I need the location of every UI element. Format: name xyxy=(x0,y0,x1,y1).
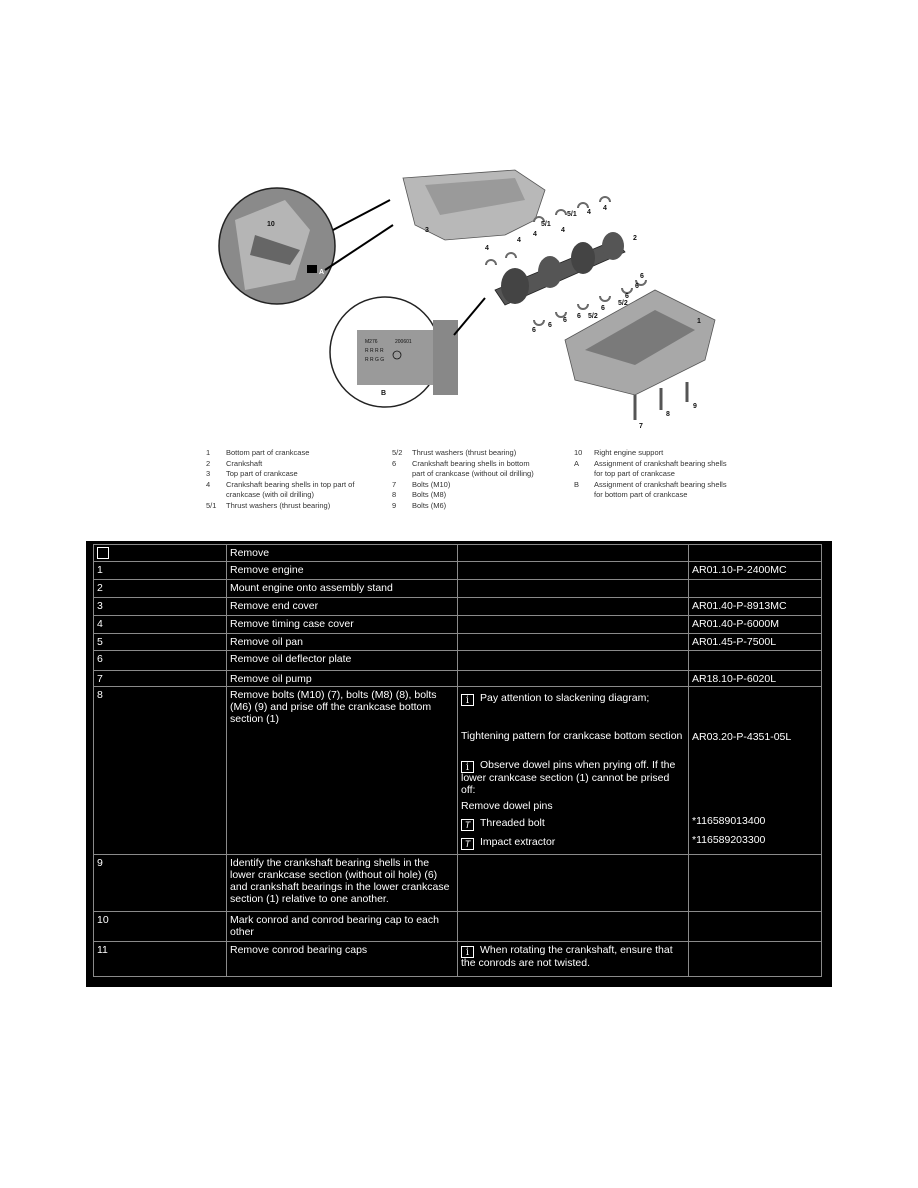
callout-label: 4 xyxy=(561,227,565,234)
note-text: When rotating the crankshaft, ensure that the conrods are not twisted. xyxy=(461,944,673,969)
info-note xyxy=(461,945,685,970)
callout-label: 6 xyxy=(532,327,536,334)
step-number: 11 xyxy=(93,942,226,977)
table-row xyxy=(93,562,821,580)
step-action: Remove timing case cover xyxy=(226,616,457,634)
detail-b-row1: R R R R xyxy=(365,348,384,354)
legend-num: 5/2 xyxy=(392,448,403,457)
tool-icon: T xyxy=(461,819,474,831)
legend-item xyxy=(392,490,572,501)
step-action: Mount engine onto assembly stand xyxy=(226,580,457,598)
step-reference[interactable]: AR01.45-P-7500L xyxy=(688,634,822,651)
legend-item xyxy=(392,459,572,480)
info-icon: i xyxy=(461,946,474,958)
header-notes-cell xyxy=(457,544,688,562)
step-notes xyxy=(457,687,688,855)
legend-num: A xyxy=(574,458,580,468)
legend-text: Bolts (M6) xyxy=(412,500,447,510)
tool-icon: T xyxy=(461,838,474,850)
legend-num: 8 xyxy=(392,490,397,499)
legend-text: Thrust washers (thrust bearing) xyxy=(412,448,517,457)
tool-reference[interactable]: *116589203300 xyxy=(692,834,766,846)
tightening-note: Tightening pattern for crankcase bottom section xyxy=(461,730,683,742)
step-reference xyxy=(688,687,822,855)
legend-item xyxy=(574,448,746,459)
legend-num: 3 xyxy=(206,469,211,478)
legend-text: Top part of crankcase xyxy=(226,469,298,478)
callout-label: A xyxy=(319,269,325,276)
legend-item xyxy=(574,480,746,501)
step-action: Remove end cover xyxy=(226,598,457,616)
tool-name: Threaded bolt xyxy=(480,817,545,829)
step-number: 3 xyxy=(93,598,226,616)
legend-num: 10 xyxy=(574,448,583,457)
callout-label: 6 xyxy=(577,313,581,320)
callout-label: 2 xyxy=(633,235,637,242)
callout-label: B xyxy=(381,390,387,397)
legend-num: B xyxy=(574,479,580,489)
crankshaft xyxy=(495,232,625,305)
legend-text: Right engine support xyxy=(594,448,664,457)
step-reference[interactable] xyxy=(688,912,822,942)
callout-label: 6 xyxy=(625,293,629,300)
detail-b-date: 200601 xyxy=(395,339,412,345)
step-action: Remove bolts (M10) (7), bolts (M8) (8), bolts (M6) (9) and prise off the crankcase bottom section (1) xyxy=(226,687,457,855)
callout-label: 8 xyxy=(666,411,670,418)
legend-item xyxy=(206,459,396,470)
legend-num: 6 xyxy=(392,458,397,468)
step-reference[interactable] xyxy=(688,942,822,977)
table-header-row xyxy=(93,544,821,562)
header-action-cell: Remove xyxy=(226,544,457,562)
tightening-reference[interactable]: AR03.20-P-4351-05L xyxy=(692,731,792,743)
step-notes xyxy=(457,912,688,942)
step-notes xyxy=(457,616,688,634)
callout-label: 1 xyxy=(697,318,701,325)
callout-label: 4 xyxy=(587,209,591,216)
step-notes xyxy=(457,562,688,580)
step-notes xyxy=(457,855,688,912)
step-action: Remove oil pan xyxy=(226,634,457,651)
tool-item xyxy=(461,818,685,831)
callout-label: 5/1 xyxy=(541,221,551,228)
header-ref-cell xyxy=(688,544,822,562)
note-text: Observe dowel pins when prying off. If the lower crankcase section (1) cannot be prised off: xyxy=(461,759,676,796)
step-action: Identify the crankshaft bearing shells in the lower crankcase section (without oil hole) (6) and crankshaft bearings in the lower crankcase section (1) relative to one another. xyxy=(226,855,457,912)
callout-label: 5/1 xyxy=(567,211,577,218)
step-reference[interactable]: AR18.10-P-6020L xyxy=(688,671,822,687)
table-row xyxy=(93,651,821,671)
legend-text: Bolts (M8) xyxy=(412,490,447,499)
step-reference[interactable] xyxy=(688,580,822,598)
step-notes xyxy=(457,580,688,598)
legend-num: 7 xyxy=(392,479,397,489)
remove-dowel-note: Remove dowel pins xyxy=(461,800,553,812)
callout-label: 6 xyxy=(563,317,567,324)
step-action: Remove oil deflector plate xyxy=(226,651,457,671)
table-row xyxy=(93,942,821,977)
legend-item xyxy=(206,448,396,459)
legend-item xyxy=(206,501,396,512)
table-row xyxy=(93,912,821,942)
step-action: Remove engine xyxy=(226,562,457,580)
tool-item xyxy=(461,837,685,850)
callout-label: 6 xyxy=(548,322,552,329)
step-number: 6 xyxy=(93,651,226,671)
note-text: Pay attention to slackening diagram; xyxy=(480,692,650,704)
callout-label: 5/2 xyxy=(588,313,598,320)
callout-label: 4 xyxy=(485,245,489,252)
step-action: Mark conrod and conrod bearing cap to each other xyxy=(226,912,457,942)
legend-num: 4 xyxy=(206,479,211,489)
header-icon-cell xyxy=(93,544,226,562)
detail-b-code: M276 xyxy=(365,339,378,345)
info-note xyxy=(461,693,685,706)
expand-icon[interactable] xyxy=(97,547,109,559)
step-reference[interactable] xyxy=(688,651,822,671)
callout-label: 4 xyxy=(603,205,607,212)
step-action: Remove oil pump xyxy=(226,671,457,687)
figure-legend xyxy=(206,448,746,520)
callout-label: 7 xyxy=(639,423,643,430)
step-number: 1 xyxy=(93,562,226,580)
legend-num: 2 xyxy=(206,458,211,468)
detail-a-circle xyxy=(219,188,393,304)
legend-text: Bottom part of crankcase xyxy=(226,448,310,457)
step-number: 10 xyxy=(93,912,226,942)
step-reference[interactable]: AR01.40-P-8913MC xyxy=(688,598,822,616)
legend-column xyxy=(206,448,396,511)
legend-item xyxy=(392,480,572,491)
legend-text: Crankshaft xyxy=(226,458,263,468)
step-notes xyxy=(457,634,688,651)
info-icon: i xyxy=(461,694,474,706)
legend-text: Crankshaft bearing shells in bottom part of crankcase (without oil drilling) xyxy=(412,458,534,478)
legend-text: Assignment of crankshaft bearing shells for bottom part of crankcase xyxy=(594,479,727,499)
legend-item xyxy=(392,501,572,512)
step-number: 7 xyxy=(93,671,226,687)
table-row xyxy=(93,671,821,687)
detail-b-row2: R R G G xyxy=(365,357,385,363)
step-notes xyxy=(457,942,688,977)
step-notes xyxy=(457,671,688,687)
legend-num: 1 xyxy=(206,448,211,457)
step-number: 9 xyxy=(93,855,226,912)
callout-label: 5/2 xyxy=(618,300,628,307)
callout-label: 3 xyxy=(425,227,429,234)
table-row xyxy=(93,580,821,598)
tool-reference[interactable]: *116589013400 xyxy=(692,815,766,827)
legend-num: 5/1 xyxy=(206,500,217,510)
tool-name: Impact extractor xyxy=(480,836,556,848)
legend-item xyxy=(206,469,396,480)
step-notes xyxy=(457,598,688,616)
callout-label: 4 xyxy=(533,231,537,238)
info-note xyxy=(461,760,685,796)
legend-item xyxy=(574,459,746,480)
callout-label: 4 xyxy=(517,237,521,244)
callout-label: 6 xyxy=(640,273,644,280)
step-reference[interactable]: AR01.40-P-6000M xyxy=(688,616,822,634)
legend-column xyxy=(574,448,746,501)
table-row xyxy=(93,616,821,634)
table-row xyxy=(93,598,821,616)
legend-text: Crankshaft bearing shells in top part of crankcase (with oil drilling) xyxy=(226,479,355,499)
step-number: 4 xyxy=(93,616,226,634)
legend-text: Assignment of crankshaft bearing shells for top part of crankcase xyxy=(594,458,727,478)
detail-b-circle xyxy=(330,297,485,407)
step-number: 2 xyxy=(93,580,226,598)
legend-item xyxy=(392,448,572,459)
step-action: Remove conrod bearing caps xyxy=(226,942,457,977)
callout-label: 9 xyxy=(693,403,697,410)
step-number: 8 xyxy=(93,687,226,855)
legend-text: Bolts (M10) xyxy=(412,479,451,489)
step-notes xyxy=(457,651,688,671)
step-reference[interactable]: AR01.10-P-2400MC xyxy=(688,562,822,580)
table-row xyxy=(93,687,821,855)
step-number: 5 xyxy=(93,634,226,651)
callout-label: 10 xyxy=(267,221,275,228)
info-icon: i xyxy=(461,761,474,773)
procedure-table xyxy=(86,541,832,987)
table-row xyxy=(93,634,821,651)
legend-item xyxy=(206,480,396,501)
callout-label: 6 xyxy=(601,305,605,312)
table-row xyxy=(93,855,821,912)
callout-label: 6 xyxy=(635,283,639,290)
legend-num: 9 xyxy=(392,500,397,510)
step-reference[interactable] xyxy=(688,855,822,912)
legend-text: Thrust washers (thrust bearing) xyxy=(226,500,331,510)
legend-column xyxy=(392,448,572,511)
engine-exploded-diagram xyxy=(215,160,735,450)
